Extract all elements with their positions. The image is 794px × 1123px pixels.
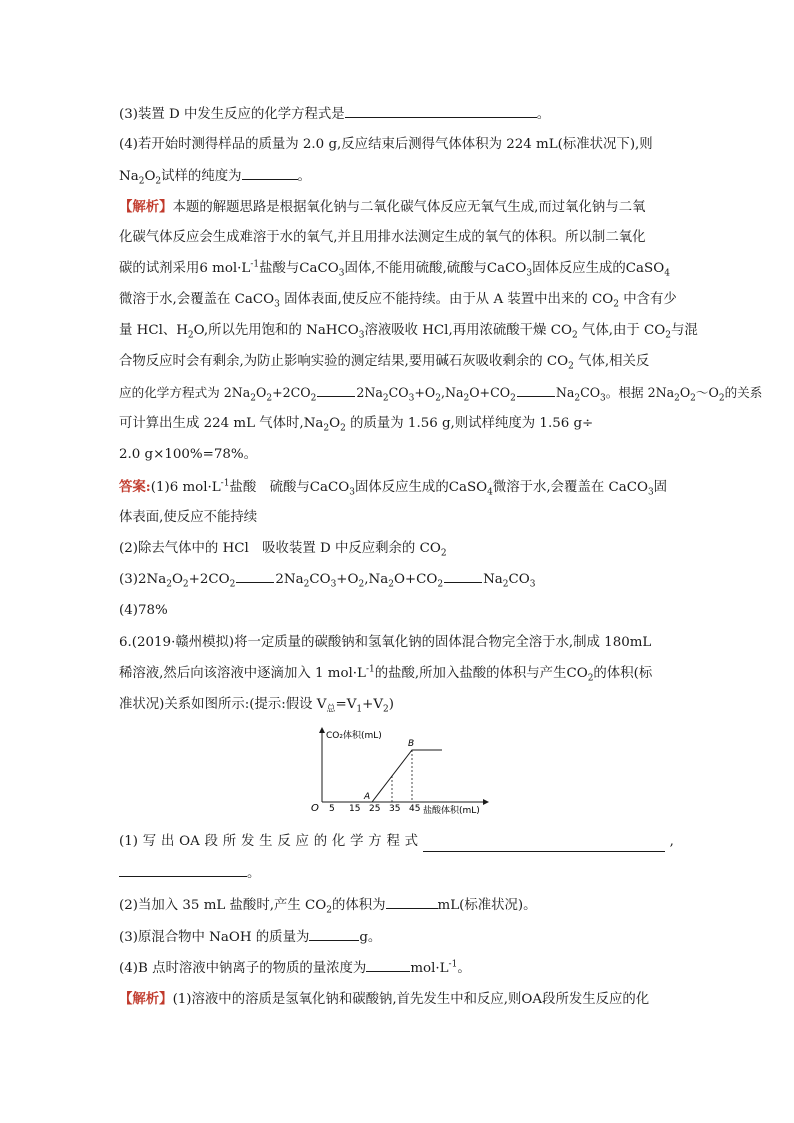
sub-question-1-word: 发 [240,834,255,849]
sub-question-1-word: 的 [313,834,328,849]
t: 2 [155,176,162,187]
t: 2 [665,330,671,341]
co2-volume-chart [306,727,506,815]
answer-blank [119,863,247,877]
t: 气体,相关反 [573,354,650,369]
t: mol·L [410,961,449,976]
sub-question-2 [119,895,537,916]
t: ) [388,697,394,712]
t: 2 [138,176,145,187]
solution-line-3 [119,259,670,279]
t: -1 [250,259,260,270]
t: Na [483,572,503,587]
t: (1)6 mol·L [150,480,221,495]
solution-line-9 [119,445,257,465]
answer-blank [366,958,410,972]
answer-line-2 [119,508,257,528]
t: 化碳气体反应会生成难溶于水的氧气,并且用排水法测定生成的氧气的体积。所以制二氧化 [119,230,646,245]
sub-question-1-word: 出 [160,834,175,849]
answer-blank [242,166,298,180]
solution-line-2 [119,228,646,248]
sub-question-1-word: (1) [119,834,138,849]
t: 固体表面,使反应不能持续。由于从 A 装置中出来的 CO [279,292,614,307]
answer-line-3 [119,539,447,559]
t: (4)78% [119,603,168,618]
sub-question-1-word: 化 [331,834,346,849]
x-tick-label: 15 [349,804,361,814]
t: 2 [266,393,273,404]
answer-line-4 [119,570,536,590]
t: (4)B 点时溶液中钠离子的物质的量浓度为 [119,961,367,976]
equals-arrow [236,573,274,583]
t: 6.(2019·赣州模拟)将一定质量的碳酸钠和氢氧化钠的固体混合物完全溶于水,制成 180mL [119,635,652,650]
t: 3 [349,487,355,498]
t: 与混 [670,323,698,338]
t: 3 [647,487,654,498]
t: 2 [571,330,578,341]
t: CO [388,385,409,400]
sub-question-1-word: 写 [142,834,157,849]
sub-question-1-word: 生 [259,834,273,849]
q3-text: (3)装置 D 中发生反应的化学方程式是 [119,107,345,122]
answer-line-5 [119,601,168,621]
sub-question-1-word: 应 [295,834,309,849]
sub-question-1-word: 方 [368,834,382,849]
equals-arrow [517,387,555,397]
t: 溶液吸收 HCl,再用浓硫酸干燥 CO [364,323,572,338]
x-tick-label: 25 [369,804,381,814]
t: 2 [674,393,680,404]
t: +2CO [188,572,230,587]
t: (3)原混合物中 NaOH 的质量为 [119,930,310,945]
t: 2 [250,393,257,404]
t: O [256,385,267,400]
t: 4 [664,268,670,279]
t: 。 [457,961,471,976]
t: 3 [338,268,345,279]
t: 2 [358,579,365,590]
t: =V [335,697,357,712]
sub-question-1-word: 反 [277,834,291,849]
t: 。根据 2Na [605,385,675,400]
t: 3 [526,268,533,279]
t: 固体,不能用硫酸,硫酸与CaCO [344,261,527,276]
t: -1 [365,664,375,675]
origin-label: O [311,803,319,814]
t: 本题的解题思路是根据氧化钠与二氧化碳气体反应无氧气生成,而过氧化钠与二氧 [172,200,646,215]
question-4-line-1 [119,135,653,155]
t: 2 [568,361,574,372]
t: 。 [247,866,261,881]
question-4-line-2 [119,166,311,187]
q3-end: 。 [536,107,551,122]
t: O+CO [393,572,438,587]
sub-question-1-word: 式 [404,834,419,849]
t: 的质量为 1.56 g,则试样纯度为 1.56 g÷ [345,416,594,431]
t: 2 [310,393,317,404]
question-6-line-2 [119,664,652,684]
t: 2 [437,579,444,590]
t: 的关系 [724,385,763,400]
x-axis-label: 盐酸体积(mL) [423,806,480,815]
t: (2)除去气体中的 HCl 吸收装置 D 中反应剩余的 CO [119,541,441,556]
t: O [679,385,691,400]
t: 中含有少 [618,292,677,307]
t: 2 [383,704,389,715]
t: 3 [600,393,606,404]
t: +V [362,697,384,712]
co2-series-line [322,750,442,802]
y-axis-label: CO₂体积(mL) [326,731,382,741]
question-3 [119,104,550,125]
solution-line-4 [119,290,677,310]
sub-question-4 [119,958,471,979]
t: ～O [695,385,719,400]
t: 2 [182,579,189,590]
solution-line-6 [119,352,649,372]
t: Na [555,385,575,400]
sub-question-1-word: , [669,834,674,849]
t: 3 [330,579,337,590]
t: 2 [382,393,389,404]
solution-tag: 【解析】 [119,991,173,1007]
t: 2 [166,579,172,590]
sub-question-3 [119,927,381,948]
solution-line-8 [119,414,593,434]
sub-question-1-word: OA [179,834,200,849]
t: 3 [408,393,415,404]
t: 2 [187,330,194,341]
t: 微溶于水,会覆盖在 CaCO [492,480,648,495]
t: 3 [274,299,280,310]
t: 固 [653,480,668,495]
t: 2 [718,393,725,404]
answer-blank [309,927,359,941]
t: CO [580,385,601,400]
t: 可计算出生成 224 mL 气体时,Na [119,416,324,431]
t: 2 [303,579,310,590]
sub-question-1-line-2 [119,863,260,884]
point-label-a: A [364,792,371,802]
t: ,Na [440,385,464,400]
point-label-b: B [408,739,415,749]
t: 量 HCl、H [119,323,188,338]
t: 气体,由于 CO [577,323,666,338]
t: 2 [510,393,516,404]
answer-tag: 答案: [119,479,151,495]
t: 2 [340,423,346,434]
equals-arrow [444,573,482,583]
question-6-line-3 [119,695,394,715]
t: ,Na [364,572,389,587]
point-labels [363,739,414,802]
answer-blank [386,895,438,909]
t: 微溶于水,会覆盖在 CaCO [119,292,275,307]
solution-line-5 [119,321,698,341]
t: 2Na [356,385,383,400]
t: +2CO [272,385,311,400]
t: 2 [323,423,330,434]
t: O [144,169,156,184]
equals-arrow [317,387,355,397]
t: CO [309,572,331,587]
x-tick-label: 35 [389,804,401,814]
answer-blank [423,838,665,852]
solution-line-7 [119,383,762,403]
x-tick-label: 45 [409,804,421,814]
t: 2.0 g×100%=78%。 [119,447,257,462]
t: 2 [435,393,441,404]
question-6-line-1 [119,633,651,653]
t: (2)当加入 35 mL 盐酸时,产生 CO [119,898,327,913]
t: 固体反应生成的CaSO [354,480,488,495]
t: +O [336,572,359,587]
q4-text: (4)若开始时测得样品的质量为 2.0 g,反应结束后测得气体体积为 224 mL(标准状况下),则 [119,137,653,152]
t: 3 [529,579,536,590]
t: O [171,572,183,587]
t: 2 [613,299,619,310]
t: O [329,416,341,431]
t: 2 [440,548,447,559]
sub-question-1-word: 程 [386,834,400,849]
t: g。 [359,930,382,945]
sub-question-1-line-1 [119,832,674,852]
t: 稀溶液,然后向该溶液中逐滴加入 1 mol·L [119,666,366,681]
t: 应的化学方程式为 2Na [119,385,251,400]
t: 总 [326,704,336,715]
t: 1 [356,704,363,715]
t: 。 [297,169,311,184]
t: 的体积(标 [593,666,653,681]
t: 2Na [275,572,304,587]
t: +O [414,385,436,400]
x-tick-labels [329,804,420,814]
t: 盐酸与CaCO [259,261,339,276]
t: 合物反应时会有剩余,为防止影响实验的测定结果,要用碱石灰吸收剩余的 CO [119,354,569,369]
t: 2 [502,579,509,590]
sub-question-1-word: 段 [204,834,218,849]
solution-2-line-1 [119,989,649,1010]
t: 2 [229,579,236,590]
x-tick-label: 5 [329,804,335,814]
t: 2 [388,579,394,590]
t: 2 [574,393,581,404]
t: 2 [463,393,470,404]
t: CO [508,572,530,587]
t: Na [119,169,139,184]
solution-tag: 【解析】 [119,199,173,215]
t: -1 [448,959,458,970]
t: (1)溶液中的溶质是氢氧化钠和碳酸钠,首先发生中和反应,则OA段所发生反应的化 [172,992,650,1007]
t: -1 [220,478,230,489]
t: 2 [326,905,332,916]
t: (3)2Na [119,572,167,587]
t: 碳的试剂采用6 mol·L [119,261,251,276]
answer-blank [345,104,537,118]
t: 2 [587,673,594,684]
t: 体表面,使反应不能持续 [119,510,258,525]
t: 3 [358,330,365,341]
answer-line-1 [119,477,667,498]
t: 固体反应生成的CaSO [532,261,665,276]
solution-line-1 [119,197,646,218]
t: 的体积为 [331,898,386,913]
sub-question-1-word: 学 [350,834,364,849]
t: O+CO [469,385,511,400]
t: O,所以先用饱和的 NaHCO [193,323,359,338]
t: 试样的纯度为 [161,169,242,184]
t: 2 [690,393,696,404]
sub-question-1-word: 所 [222,834,237,849]
t: 4 [487,487,493,498]
t: 的盐酸,所加入盐酸的体积与产生CO [374,666,588,681]
t: 准状况)关系如图所示:(提示:假设 V [119,697,327,712]
t: mL(标准状况)。 [437,898,537,913]
dashed-guides [392,750,412,802]
t: 盐酸 硫酸与CaCO [229,480,350,495]
